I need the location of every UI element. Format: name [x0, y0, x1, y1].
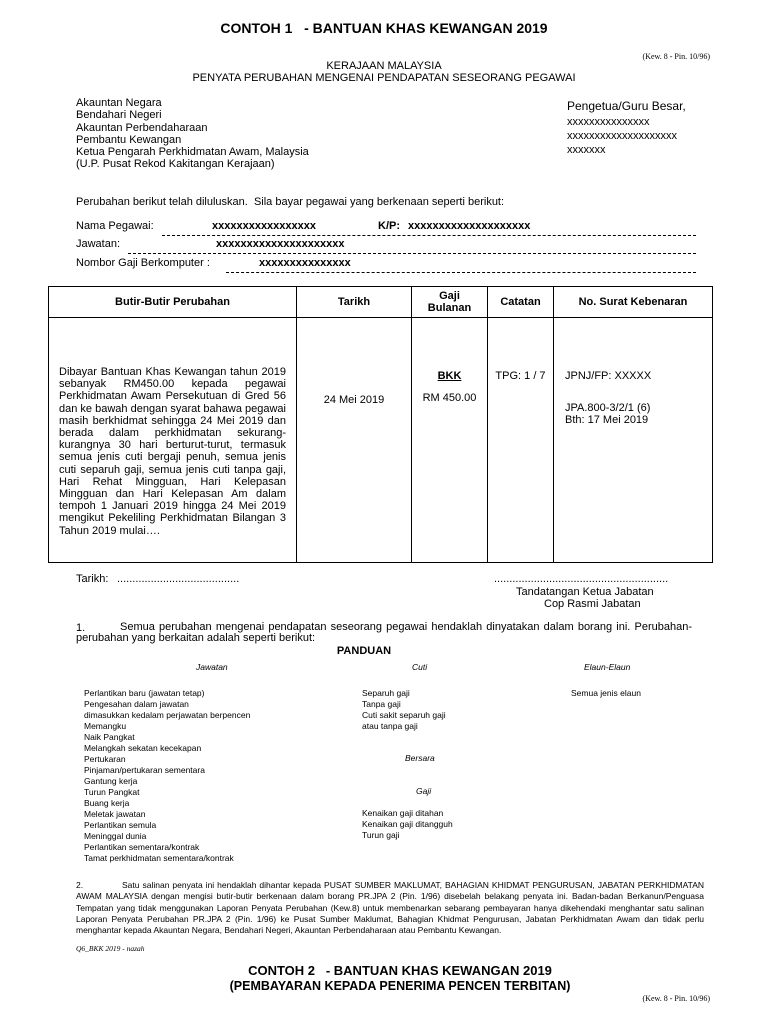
heading-contoh-1: CONTOH 1 - BANTUAN KHAS KEWANGAN 2019	[220, 20, 548, 36]
remark-cell	[488, 318, 554, 563]
paragraph-1-number: 1.	[76, 622, 86, 634]
name-field[interactable]: xxxxxxxxxxxxxxxxx	[212, 220, 317, 232]
heading-contoh-2: CONTOH 2 - BANTUAN KHAS KEWANGAN 2019	[248, 963, 552, 978]
list-item: Gantung kerja	[84, 776, 138, 786]
list-item: Naik Pangkat	[84, 732, 135, 742]
kp-field[interactable]: xxxxxxxxxxxxxxxxxxxx	[408, 220, 531, 232]
guide-cuti-list	[362, 688, 446, 732]
footer-code: Q6_BKK 2019 - nazah	[76, 944, 145, 953]
list-item: Kenaikan gaji ditahan	[362, 808, 444, 818]
date-label: Tarikh:	[76, 573, 109, 585]
recipient-line: Bendahari Negeri	[76, 109, 162, 122]
guide-title: PANDUAN	[336, 645, 392, 657]
guide-col-jawatan-title: Jawatan	[196, 662, 228, 672]
paragraph-2-number: 2.	[76, 880, 84, 890]
date-cell	[297, 318, 412, 563]
remark-value: TPG: 1 / 7	[495, 370, 546, 382]
statement-title: PENYATA PERUBAHAN MENGENAI PENDAPATAN SESEORANG PEGAWAI	[192, 72, 576, 84]
guide-gaji-list	[362, 808, 453, 841]
list-item: Cuti sakit separuh gaji	[362, 710, 446, 720]
list-item: Pinjaman/pertukaran sementara	[84, 765, 205, 775]
recipient-line: Akauntan Negara	[76, 97, 162, 109]
pay-number-field[interactable]: xxxxxxxxxxxxxxx	[259, 257, 351, 269]
list-item: Perlantikan semula	[84, 820, 157, 830]
list-item: Perlantikan baru (jawatan tetap)	[84, 688, 205, 698]
guide-col-cuti-title: Cuti	[412, 662, 428, 672]
list-item: Buang kerja	[84, 798, 130, 808]
recipient-line: (U.P. Pusat Rekod Kakitangan Kerajaan)	[76, 158, 275, 171]
approval-ref-3: Bth: 17 Mei 2019	[565, 414, 649, 426]
guide-elaun-list	[571, 688, 641, 699]
list-item: Kenaikan gaji ditangguh	[362, 819, 453, 829]
table-header-row	[49, 287, 713, 318]
table-row	[49, 318, 713, 563]
header-date: Tarikh	[297, 287, 412, 318]
list-item: Tamat perkhidmatan sementara/kontrak	[84, 853, 234, 863]
salary-amount: RM 450.00	[422, 392, 477, 404]
change-details-cell	[49, 318, 297, 563]
header-salary: Gaji Bulanan	[412, 287, 488, 318]
list-item: Perlantikan sementara/kontrak	[84, 842, 200, 852]
header-details: Butir-Butir Perubahan	[49, 287, 297, 318]
salary-cell	[412, 318, 488, 563]
guide-col-elaun-title: Elaun-Elaun	[584, 662, 631, 672]
recipient-line: Ketua Pengarah Perkhidmatan Awam, Malaysia	[76, 146, 309, 159]
approval-ref-2: JPA.800-3/2/1 (6)	[565, 402, 651, 414]
official-stamp-label: Cop Rasmi Jabatan	[544, 598, 641, 610]
change-details-text: Dibayar Bantuan Khas Kewangan tahun 2019 sebanyak RM450.00 kepada pegawai Perkhidmatan Awam Persekutuan di Gred 56 dan ke bawah dengan syarat bahawa pegawai masih berkhidmat sehingga 24 Mei 2019 dan berada dalam perkhidmatan sekurang-kurangnya 30 hari berturut-turut, termasuk semua jenis cuti bergaji penuh, semua jenis cuti separuh gaji, semua jenis cuti tanpa gaji, Hari Rehat Mingguan, Hari Kelepasan Mingguan dan Hari Kelepasan Am dalam tempoh 1 Januari 2019 hingga 24 Mei 2019 mengikut Pekeliling Perkhidmatan Bilangan 3 Tahun 2019 mulai….	[59, 366, 286, 537]
list-item: Melangkah sekatan kecekapan	[84, 743, 202, 753]
paragraph-2: Satu salinan penyata ini hendaklah dihantar kepada PUSAT SUMBER MAKLUMAT, BAHAGIAN KHIDMAT PENGURUSAN, JABATAN PERKHIDMATAN AWAM MALAYSIA dengan mengisi butir-butir berkenaan dalam borang PR.JPA 2 (Pin. 1/96) disebelah belakang penyata ini. Badan-badan Berkanun/Penguasa Tempatan yang tidak menggunakan Laporan Penyata Perubahan (Kew.8) untuk membenarkan sebarang pembayaran hanya dikehendaki menghantar satu salinan Laporan Penyata Perubahan PR.JPA 2 (Pin. 1/96) ke Pusat Sumber Maklumat, Bahagian Khidmat Pengurusan, Jabatan Perkhidmatan Awam dan tidak perlu menghantar kepada Akauntan Negara, Bendahari Negeri, Akauntan Perbendaharaan atau Pembantu Kewangan.	[76, 880, 704, 936]
principal-block	[567, 99, 686, 157]
heading-contoh-2-subtitle: (PEMBAYARAN KEPADA PENERIMA PENCEN TERBITAN)	[229, 979, 571, 993]
header-remark: Catatan	[488, 287, 554, 318]
paragraph-1: Semua perubahan mengenai pendapatan seseorang pegawai hendaklah dinyatakan dalam borang ini. Perubahan-perubahan yang berkaitan adalah seperti berikut:	[76, 621, 692, 644]
intro-text: Perubahan berikut telah diluluskan. Sila bayar pegawai yang berkenaan seperti berikut:	[76, 196, 505, 208]
principal-title: Pengetua/Guru Besar,	[567, 99, 686, 113]
principal-line: xxxxxxxxxxxxxxxxxxxx	[567, 130, 677, 142]
date-dots: ........................................	[117, 573, 240, 585]
name-label: Nama Pegawai:	[76, 220, 154, 232]
change-date: 24 Mei 2019	[323, 394, 385, 406]
salary-code: BKK	[437, 370, 462, 382]
list-item: dimasukkan kedalam perjawatan berpencen	[84, 710, 251, 720]
list-item: Pertukaran	[84, 754, 126, 764]
list-item: Meninggal dunia	[84, 831, 147, 841]
list-item: Tanpa gaji	[362, 699, 401, 709]
recipient-list	[76, 97, 309, 171]
list-item: Semua jenis elaun	[571, 688, 641, 698]
approval-letter-cell	[554, 318, 713, 563]
government-name: KERAJAAN MALAYSIA	[326, 60, 442, 72]
approval-ref-1: JPNJ/FP: XXXXX	[565, 370, 652, 382]
header-approval-letter: No. Surat Kebenaran	[554, 287, 713, 318]
list-item: Turun gaji	[362, 830, 400, 840]
list-item: atau tanpa gaji	[362, 721, 418, 731]
post-label: Jawatan:	[76, 238, 121, 250]
list-item: Separuh gaji	[362, 688, 410, 698]
signature-dots: .........................................................	[494, 573, 669, 585]
guide-jawatan-list	[84, 688, 250, 864]
list-item: Pengesahan dalam jawatan	[84, 699, 189, 709]
recipient-line: Akauntan Perbendaharaan	[76, 121, 208, 134]
guide-gaji-title: Gaji	[416, 786, 432, 796]
principal-line: xxxxxxx	[567, 144, 606, 156]
post-field[interactable]: xxxxxxxxxxxxxxxxxxxxx	[216, 238, 345, 250]
form-reference-top: (Kew. 8 - Pin. 10/96)	[642, 52, 710, 61]
pay-number-label: Nombor Gaji Berkomputer :	[76, 257, 210, 269]
list-item: Turun Pangkat	[84, 787, 140, 797]
principal-line: xxxxxxxxxxxxxxx	[567, 116, 650, 128]
post-line	[128, 240, 696, 254]
signature-title: Tandatangan Ketua Jabatan	[516, 586, 654, 598]
form-reference-bottom: (Kew. 8 - Pin. 10/96)	[642, 994, 710, 1003]
list-item: Meletak jawatan	[84, 809, 146, 819]
guide-bersara-title: Bersara	[405, 753, 435, 763]
kp-label: K/P:	[378, 220, 400, 232]
list-item: Memangku	[84, 721, 127, 731]
recipient-line: Pembantu Kewangan	[76, 133, 182, 146]
change-table	[48, 286, 713, 563]
